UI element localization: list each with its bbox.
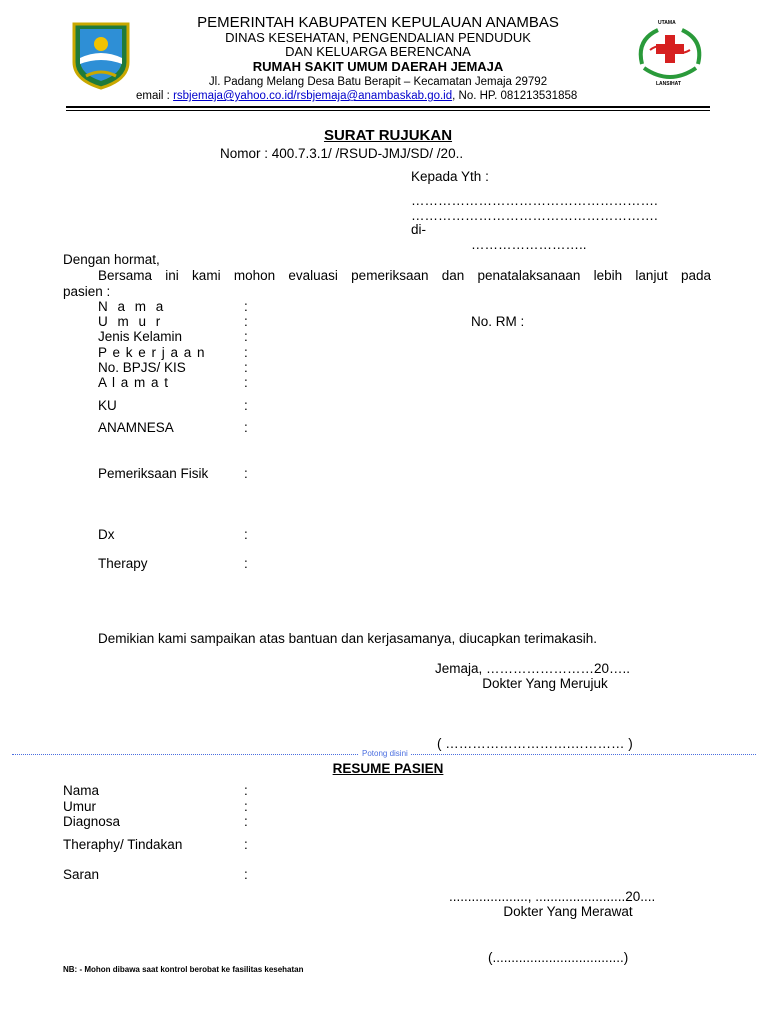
resume-saran-colon: :	[244, 867, 248, 882]
field-pemeriksaan-colon: :	[244, 466, 248, 481]
field-pekerjaan-colon: :	[244, 345, 248, 360]
header-department-1: DINAS KESEHATAN, PENGENDALIAN PENDUDUK	[225, 30, 531, 45]
cut-label: Potong disini	[359, 749, 411, 758]
resume-umur-label: Umur	[63, 799, 96, 814]
right-logo-bottom-text: LANSIHAT	[656, 81, 681, 87]
resume-place-date: ....................., ........................20....	[449, 889, 656, 904]
treating-doctor-role: Dokter Yang Merawat	[503, 904, 633, 919]
recipient-di: di-	[411, 222, 427, 237]
field-pekerjaan-label: P e k e r j a a n	[98, 345, 206, 360]
resume-tindakan-label: Theraphy/ Tindakan	[63, 837, 183, 852]
header-hospital-name: RUMAH SAKIT UMUM DAERAH JEMAJA	[252, 59, 504, 74]
resume-nama-colon: :	[244, 783, 248, 798]
resume-diagnosa-colon: :	[244, 814, 248, 829]
referring-doctor-role: Dokter Yang Merujuk	[482, 676, 608, 691]
field-ku-colon: :	[244, 398, 248, 413]
letter-number: Nomor : 400.7.3.1/ /RSUD-JMJ/SD/ /20..	[220, 146, 464, 161]
field-therapy-colon: :	[244, 556, 248, 571]
footer-note: NB: - Mohon dibawa saat kontrol berobat ke fasilitas kesehatan	[63, 965, 304, 974]
right-logo-top-text: UTAMA	[658, 20, 676, 26]
email-link[interactable]: rsbjemaja@yahoo.co.id/rsbjemaja@anambaskab.go.id	[173, 90, 453, 102]
phone-text: , No. HP. 081213531858	[452, 90, 578, 102]
resume-umur-colon: :	[244, 799, 248, 814]
referral-place-date: Jemaja, ……………………20…..	[435, 661, 631, 676]
intro-line-2: pasien :	[63, 284, 111, 299]
field-dx-colon: :	[244, 527, 248, 542]
field-bpjs-label: No. BPJS/ KIS	[98, 360, 186, 375]
intro-line-1: Bersama ini kami mohon evaluasi pemeriksaan dan penatalaksanaan lebih lanjut pada	[98, 268, 711, 283]
field-umur-label: U m u r	[98, 314, 164, 329]
header-contact	[136, 90, 577, 102]
header-government: PEMERINTAH KABUPATEN KEPULAUAN ANAMBAS	[197, 14, 559, 31]
field-pemeriksaan-label: Pemeriksaan Fisik	[98, 466, 209, 481]
email-label: email :	[136, 90, 174, 102]
header-rule-thick	[66, 106, 710, 108]
field-anamnesa-colon: :	[244, 420, 248, 435]
field-jenis-kelamin-colon: :	[244, 329, 248, 344]
treating-doctor-signature: (...................................)	[488, 950, 629, 965]
field-alamat-label: A l a m a t	[98, 375, 170, 390]
referring-doctor-signature: ( ……………………….………… )	[437, 736, 633, 751]
resume-nama-label: Nama	[63, 783, 100, 798]
closing-text: Demikian kami sampaikan atas bantuan dan kerjasamanya, diucapkan terimakasih.	[98, 631, 598, 646]
salutation: Dengan hormat,	[63, 252, 160, 267]
field-anamnesa-label: ANAMNESA	[98, 420, 174, 435]
header-address: Jl. Padang Melang Desa Batu Berapit – Kecamatan Jemaja 29792	[208, 76, 548, 88]
field-nama-colon: :	[244, 299, 248, 314]
recipient-dots-3: ……………………..	[471, 237, 587, 252]
field-jenis-kelamin-label: Jenis Kelamin	[98, 329, 183, 344]
field-bpjs-colon: :	[244, 360, 248, 375]
letter-title: SURAT RUJUKAN	[323, 127, 453, 144]
resume-title: RESUME PASIEN	[332, 761, 444, 776]
recipient-label: Kepada Yth :	[411, 169, 489, 184]
field-umur-colon: :	[244, 314, 248, 329]
header-rule-thin	[66, 110, 710, 111]
header-department-2: DAN KELUARGA BERENCANA	[285, 44, 471, 59]
resume-diagnosa-label: Diagnosa	[63, 814, 121, 829]
resume-saran-label: Saran	[63, 867, 100, 882]
field-alamat-colon: :	[244, 375, 248, 390]
field-dx-label: Dx	[98, 527, 115, 542]
field-nama-label: N a m a	[98, 299, 167, 314]
recipient-dots-1: ……………………………………………….	[411, 193, 658, 208]
field-therapy-label: Therapy	[98, 556, 148, 571]
resume-tindakan-colon: :	[244, 837, 248, 852]
recipient-dots-2: ……………………………………………….	[411, 208, 658, 223]
field-no-rm-label: No. RM :	[471, 314, 525, 329]
field-ku-label: KU	[98, 398, 117, 413]
